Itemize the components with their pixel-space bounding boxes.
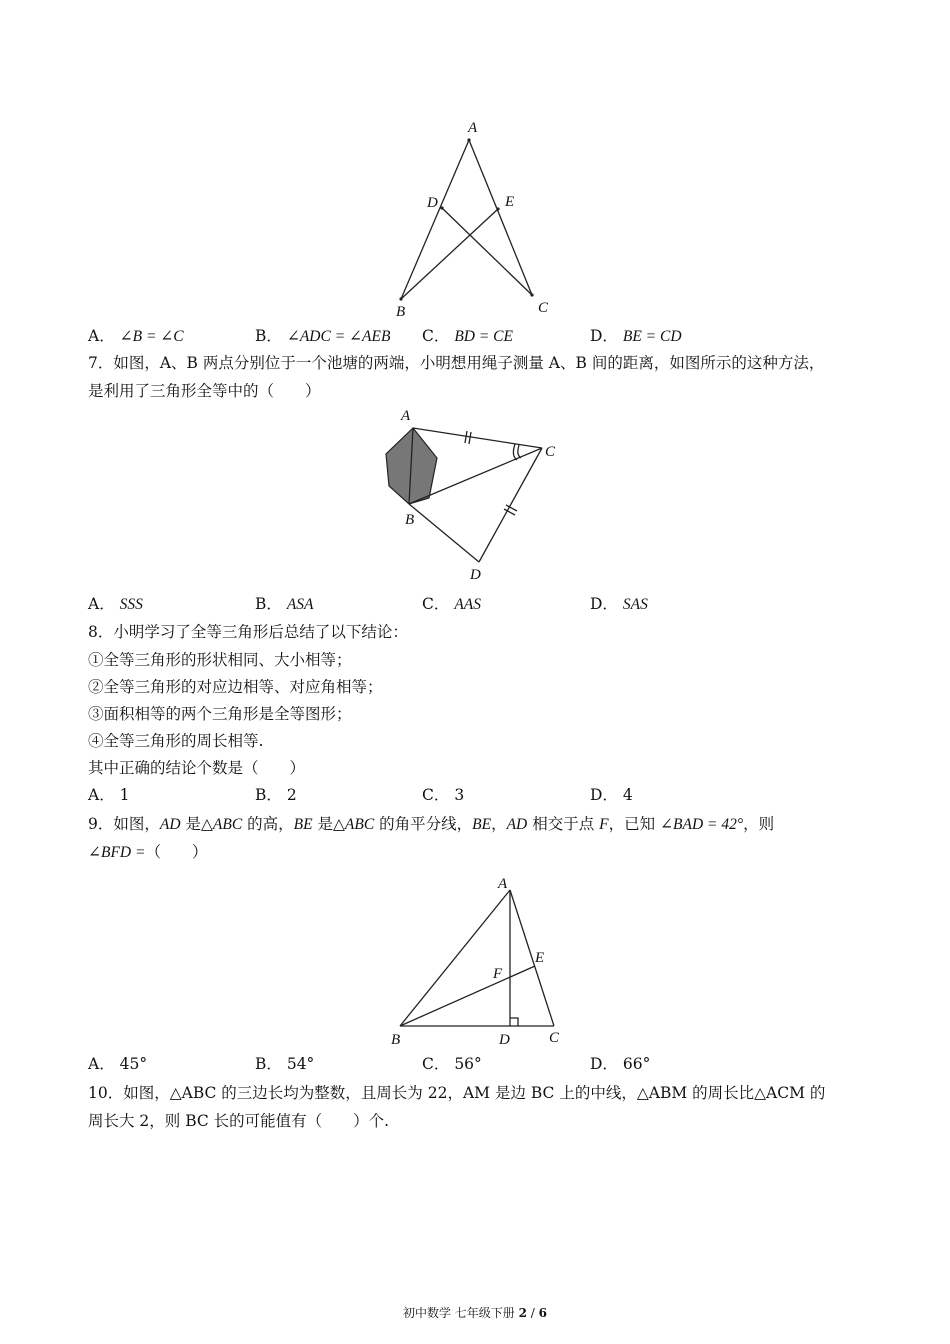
label-e: E (505, 194, 515, 210)
q8-ask: 其中正确的结论个数是（ ） (88, 759, 306, 777)
segment-ac (469, 140, 532, 295)
option-q7-b[interactable]: B． ASA (255, 595, 314, 613)
option-q7-a[interactable]: A． SSS (88, 595, 143, 613)
page-total: 6 (538, 1306, 548, 1320)
page-footer: 初中数学 七年级下册 2 / 6 (402, 1306, 548, 1320)
tick-ac-2 (469, 432, 471, 444)
label-c: C (538, 300, 549, 316)
segment-be (400, 966, 535, 1026)
option-q6-b[interactable]: B． ∠ADC = ∠AEB (255, 327, 391, 345)
figure-q6 (380, 112, 580, 322)
q10-stem-line2: 周长大 2，则 BC 长的可能值有（ ）个. (88, 1112, 390, 1130)
q8-statement-4: ④全等三角形的周长相等. (88, 732, 264, 750)
segment-cd (442, 208, 532, 295)
option-q6-c[interactable]: C． BD = CE (422, 327, 513, 345)
q7-stem-line1: 7．如图，A、B 两点分别位于一个池塘的两端，小明想用绳子测量 A、B 间的距离，如图所示的这种方法， (88, 354, 825, 372)
option-q9-c[interactable]: C． 56° (422, 1055, 482, 1073)
q10-stem-line1: 10．如图，△ABC 的三边长均为整数，且周长为 22，AM 是边 BC 上的中线，△ABM 的周长比△ACM 的 (88, 1084, 826, 1102)
option-q6-d[interactable]: D． BE = CD (590, 327, 682, 345)
label-a: A (498, 876, 508, 892)
label-d: D (470, 567, 481, 583)
option-q8-b[interactable]: B． 2 (255, 786, 297, 804)
segment-ac (510, 890, 554, 1026)
q8-statement-3: ③面积相等的两个三角形是全等图形； (88, 705, 352, 723)
label-d: D (499, 1032, 510, 1048)
angle-arc-c (513, 444, 517, 460)
option-q7-d[interactable]: D． SAS (590, 595, 648, 613)
option-q9-a[interactable]: A． 45° (88, 1055, 148, 1073)
option-q8-d[interactable]: D． 4 (590, 786, 633, 804)
segment-cd (479, 448, 542, 562)
q8-statement-2: ②全等三角形的对应边相等、对应角相等； (88, 678, 383, 696)
q7-stem-line2: 是利用了三角形全等中的（ ） (88, 382, 321, 400)
option-q8-a[interactable]: A． 1 (88, 786, 130, 804)
segment-ab (400, 890, 510, 1026)
tick-ac-1 (465, 431, 467, 443)
label-c: C (545, 444, 556, 460)
page-number: 2 (518, 1306, 527, 1320)
q8-stem: 8．小明学习了全等三角形后总结了以下结论： (88, 623, 408, 641)
figure-q7 (375, 402, 575, 587)
label-b: B (405, 512, 415, 528)
option-q9-b[interactable]: B． 54° (255, 1055, 315, 1073)
segment-bd (409, 504, 479, 562)
label-c: C (549, 1030, 560, 1046)
option-q9-d[interactable]: D． 66° (590, 1055, 651, 1073)
label-b: B (396, 304, 406, 320)
label-f: F (493, 966, 503, 982)
figure-q9 (380, 870, 580, 1050)
segment-bd-be (401, 209, 498, 299)
q8-statement-1: ①全等三角形的形状相同、大小相等； (88, 651, 352, 669)
segment-ac (413, 428, 542, 448)
q9-stem-line1: 9．如图，AD 是△ABC 的高，BE 是△ABC 的角平分线，BE，AD 相交于点 F，已知 ∠BAD = 42°，则 (88, 815, 775, 833)
label-e: E (535, 950, 545, 966)
q9-stem-line2: ∠BFD =（ ） (88, 843, 208, 861)
label-a: A (468, 120, 478, 136)
label-b: B (391, 1032, 401, 1048)
option-q8-c[interactable]: C． 3 (422, 786, 465, 804)
right-angle-mark (510, 1018, 518, 1026)
option-q7-c[interactable]: C． AAS (422, 595, 481, 613)
segment-ab (401, 140, 469, 299)
label-d: D (427, 195, 438, 211)
option-q6-a[interactable]: A． ∠B = ∠C (88, 327, 184, 345)
label-a: A (401, 408, 411, 424)
